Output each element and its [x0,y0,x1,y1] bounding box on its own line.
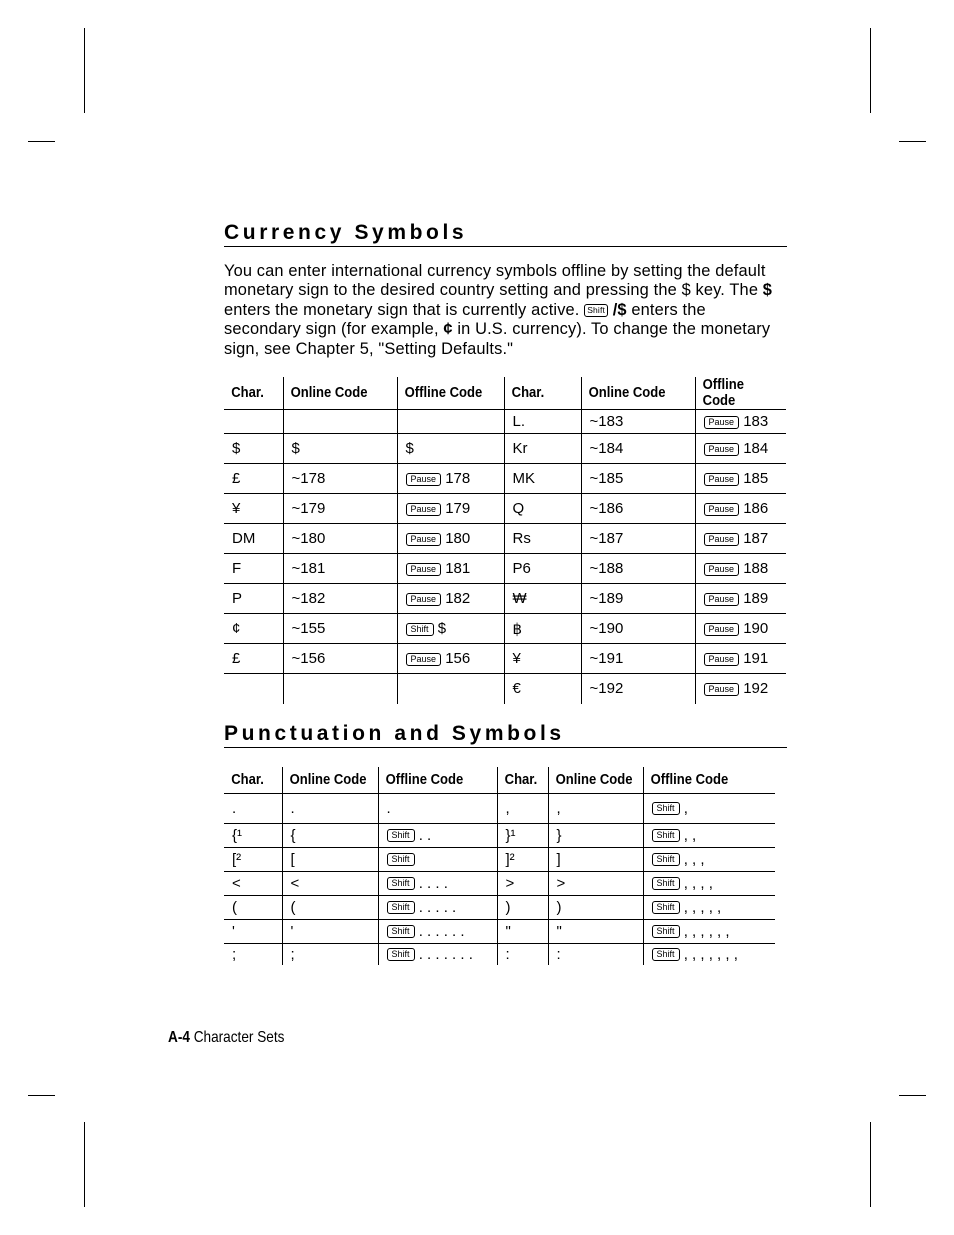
pause-key-icon: Pause [704,503,740,516]
table-row [224,494,786,524]
online-code-cell: " [548,919,643,943]
online-code-cell: ' [282,919,378,943]
currency-intro-paragraph [224,262,786,359]
shift-key-icon: Shift [387,829,415,842]
online-code-cell: ~189 [581,584,695,614]
online-code-cell: ~186 [581,494,695,524]
online-code-cell: ~185 [581,464,695,494]
section-title-punctuation: Punctuation and Symbols [224,722,565,745]
table-row [224,644,786,674]
table-row [224,584,786,614]
online-code-cell: ~179 [283,494,397,524]
offline-code-cell [695,554,786,584]
online-code-cell: ; [282,943,378,965]
char-cell: DM [224,524,283,554]
offline-code-value: , , , , [683,874,713,892]
table-row [224,410,786,434]
table-row [224,614,786,644]
offline-code-cell [378,871,497,895]
offline-code-cell [397,410,504,434]
offline-code-cell [378,943,497,965]
online-code-cell: ~183 [581,410,695,434]
table-row [224,871,775,895]
offline-code-cell [695,584,786,614]
table-row [224,793,775,823]
char-cell: ฿ [504,614,581,644]
char-cell: , [497,793,548,823]
pause-key-icon: Pause [704,593,740,606]
offline-code-value: 180 [445,530,471,547]
offline-code-value: . . . . [418,874,448,892]
shift-key-icon: Shift [652,948,680,961]
shift-key-icon: Shift [652,877,680,890]
section-title-currency: Currency Symbols [224,221,468,244]
intro-bold-cent: ¢ [443,320,453,339]
crop-mark [899,141,926,142]
pause-key-icon: Pause [406,593,442,606]
crop-mark [870,1122,871,1207]
offline-code-cell [378,919,497,943]
online-code-cell: : [548,943,643,965]
char-cell: P6 [504,554,581,584]
offline-code-cell [695,410,786,434]
intro-bold-slash: / [607,300,618,319]
offline-code-value: 181 [445,560,471,577]
online-code-cell: ~156 [283,644,397,674]
offline-code-cell [378,895,497,919]
offline-code-value: 190 [743,620,769,637]
pause-key-icon: Pause [704,443,740,456]
table-row [224,943,775,965]
intro-text: in U.S. currency). To change the monetary sign, see Chapter 5, "Setting Defaults." [224,320,771,358]
char-cell: [² [224,847,282,871]
online-code-cell: { [282,823,378,847]
char-cell: . [232,799,237,817]
page-footer [168,1029,284,1047]
column-header: Char. [504,377,573,410]
online-code-cell [283,674,397,704]
char-cell: Q [504,494,581,524]
char-cell [224,674,283,704]
column-header: Offline Code [397,377,493,410]
pause-key-icon: Pause [704,473,740,486]
shift-key-icon: Shift [387,948,415,961]
offline-code-value: . . . . . . [418,922,465,940]
online-code-cell: $ [283,434,397,464]
offline-code-value: 179 [445,500,471,517]
shift-key-icon: Shift [387,901,415,914]
column-header: Char. [224,377,277,410]
intro-bold-dollar: $ [762,281,773,300]
offline-code-value: $ [437,620,447,637]
pause-key-icon: Pause [704,416,740,429]
offline-code-value: 178 [445,470,471,487]
offline-code-cell [695,494,786,524]
table-row [224,823,775,847]
crop-mark [28,1095,55,1096]
column-header: Online Code [548,767,634,793]
char-cell: > [497,871,548,895]
offline-code-value: 182 [445,590,471,607]
char-cell: P [224,584,283,614]
offline-code-cell [695,464,786,494]
offline-code-cell [378,847,497,871]
table-row [224,554,786,584]
offline-code-value: 185 [743,470,769,487]
crop-mark [84,1122,85,1207]
char-cell: ¥ [224,494,283,524]
char-cell: ) [497,895,548,919]
column-header: Offline Code [643,767,762,793]
intro-bold-dollar: $ [617,300,627,319]
offline-code-value: 188 [743,560,769,577]
online-code-cell: . [282,793,378,823]
online-code-cell: ~184 [581,434,695,464]
offline-code-cell [695,614,786,644]
shift-key-icon: Shift [652,925,680,938]
online-code-cell: , [548,793,643,823]
online-code-cell: ~192 [581,674,695,704]
table-row [224,895,775,919]
char-cell: MK [504,464,581,494]
offline-code-cell [643,943,775,965]
table-row [224,524,786,554]
offline-code-cell [397,464,504,494]
online-code-cell: ) [548,895,643,919]
pause-key-icon: Pause [704,623,740,636]
char-cell: Kr [504,434,581,464]
offline-code-cell [397,584,504,614]
offline-code-cell [378,823,497,847]
char-cell: ]² [497,847,548,871]
offline-code-cell [378,793,497,823]
online-code-cell: } [548,823,643,847]
char-cell: £ [224,464,283,494]
online-code-cell: ~182 [283,584,397,614]
offline-code-cell [397,614,504,644]
offline-code-cell [397,494,504,524]
column-header: Char. [224,767,276,793]
shift-key-icon: Shift [652,853,680,866]
online-code-cell: ~191 [581,644,695,674]
offline-code-cell [695,524,786,554]
char-cell: ₩ [504,584,581,614]
punctuation-table [224,767,775,965]
offline-code-value: , [683,799,688,817]
offline-code-value: 191 [743,650,769,667]
char-cell: ( [224,895,282,919]
shift-key-icon: Shift [387,853,415,866]
char-cell: ' [224,919,282,943]
shift-key-icon: Shift [652,802,680,815]
table-row [224,674,786,704]
pause-key-icon: Pause [704,683,740,696]
offline-code-cell [695,674,786,704]
char-cell: : [497,943,548,965]
offline-code-value: , , , , , , , [683,945,738,963]
offline-code-value: , , , [683,850,705,868]
online-code-cell: ~187 [581,524,695,554]
offline-code-cell [397,554,504,584]
offline-code-value: , , , , , [683,898,722,916]
table-row [224,919,775,943]
column-header: Online Code [283,377,386,410]
intro-text: enters the monetary sign that is currently active. [224,300,585,319]
offline-code-value: , , , , , , [683,922,730,940]
offline-code-cell [643,871,775,895]
char-cell: ¥ [504,644,581,674]
column-header: Online Code [581,377,684,410]
offline-code-value: . . . . . . . [418,945,473,963]
table-row [224,464,786,494]
online-code-cell: ] [548,847,643,871]
online-code-cell: [ [282,847,378,871]
shift-key-icon: Shift [406,623,434,636]
char-cell: " [497,919,548,943]
crop-mark [84,28,85,113]
offline-code-cell [643,823,775,847]
offline-code-value: 183 [743,413,769,430]
offline-code-cell [695,644,786,674]
offline-code-cell [643,793,775,823]
offline-code-value: 184 [743,440,769,457]
crop-mark [899,1095,926,1096]
offline-code-cell [397,524,504,554]
offline-code-cell [397,434,504,464]
offline-code-value: 189 [743,590,769,607]
pause-key-icon: Pause [406,473,442,486]
section-rule [224,747,787,748]
section-rule [224,246,787,247]
pause-key-icon: Pause [406,563,442,576]
online-code-cell: ~190 [581,614,695,644]
table-row [224,434,786,464]
offline-code-value: 187 [743,530,769,547]
char-cell: < [224,871,282,895]
offline-code-cell [643,895,775,919]
pause-key-icon: Pause [704,563,740,576]
intro-text: You can enter international currency symbols offline by setting the default monetary sign to the desired country setting and pressing the $ key. The [224,262,766,300]
shift-key-icon: Shift [584,304,608,317]
shift-key-icon: Shift [652,901,680,914]
char-cell: }¹ [497,823,548,847]
table-row [224,847,775,871]
column-header: Char. [497,767,543,793]
footer-section: Character Sets [193,1029,285,1046]
char-cell: $ [224,434,283,464]
offline-code-value: 156 [445,650,471,667]
char-cell: ; [224,943,282,965]
column-header: Online Code [282,767,368,793]
online-code-cell: ~178 [283,464,397,494]
intro-text: enters the secondary sign (for example, [224,300,706,339]
shift-key-icon: Shift [387,877,415,890]
online-code-cell: ( [282,895,378,919]
char-cell: ¢ [224,614,283,644]
shift-key-icon: Shift [387,925,415,938]
offline-code-cell [695,434,786,464]
offline-code-value: . . [418,826,432,844]
online-code-cell: ~188 [581,554,695,584]
online-code-cell: ~155 [283,614,397,644]
online-code-cell: ~180 [283,524,397,554]
offline-code-value: . . . . . [418,898,457,916]
online-code-cell: > [548,871,643,895]
offline-code-cell [397,644,504,674]
online-code-cell [283,410,397,434]
online-code-cell: ~181 [283,554,397,584]
char-cell: {¹ [224,823,282,847]
pause-key-icon: Pause [704,653,740,666]
column-header: Offline Code [378,767,485,793]
char-cell: F [224,554,283,584]
crop-mark [870,28,871,113]
char-cell: £ [224,644,283,674]
offline-code-value: , , [683,826,697,844]
offline-code-cell [643,919,775,943]
currency-table [224,377,786,704]
column-header: Offline Code [695,377,777,410]
pause-key-icon: Pause [406,503,442,516]
char-cell: L. [504,410,581,434]
shift-key-icon: Shift [652,829,680,842]
pause-key-icon: Pause [406,653,442,666]
offline-code-value: 186 [743,500,769,517]
offline-code-cell [643,847,775,871]
pause-key-icon: Pause [704,533,740,546]
char-cell: € [504,674,581,704]
pause-key-icon: Pause [406,533,442,546]
crop-mark [28,141,55,142]
char-cell [224,410,283,434]
page-number: A-4 [168,1029,190,1046]
char-cell: Rs [504,524,581,554]
offline-code-value: 192 [743,680,769,698]
offline-code-cell [397,674,504,704]
online-code-cell: < [282,871,378,895]
offline-code-value: $ [405,440,414,457]
offline-code-value: . [386,799,391,817]
